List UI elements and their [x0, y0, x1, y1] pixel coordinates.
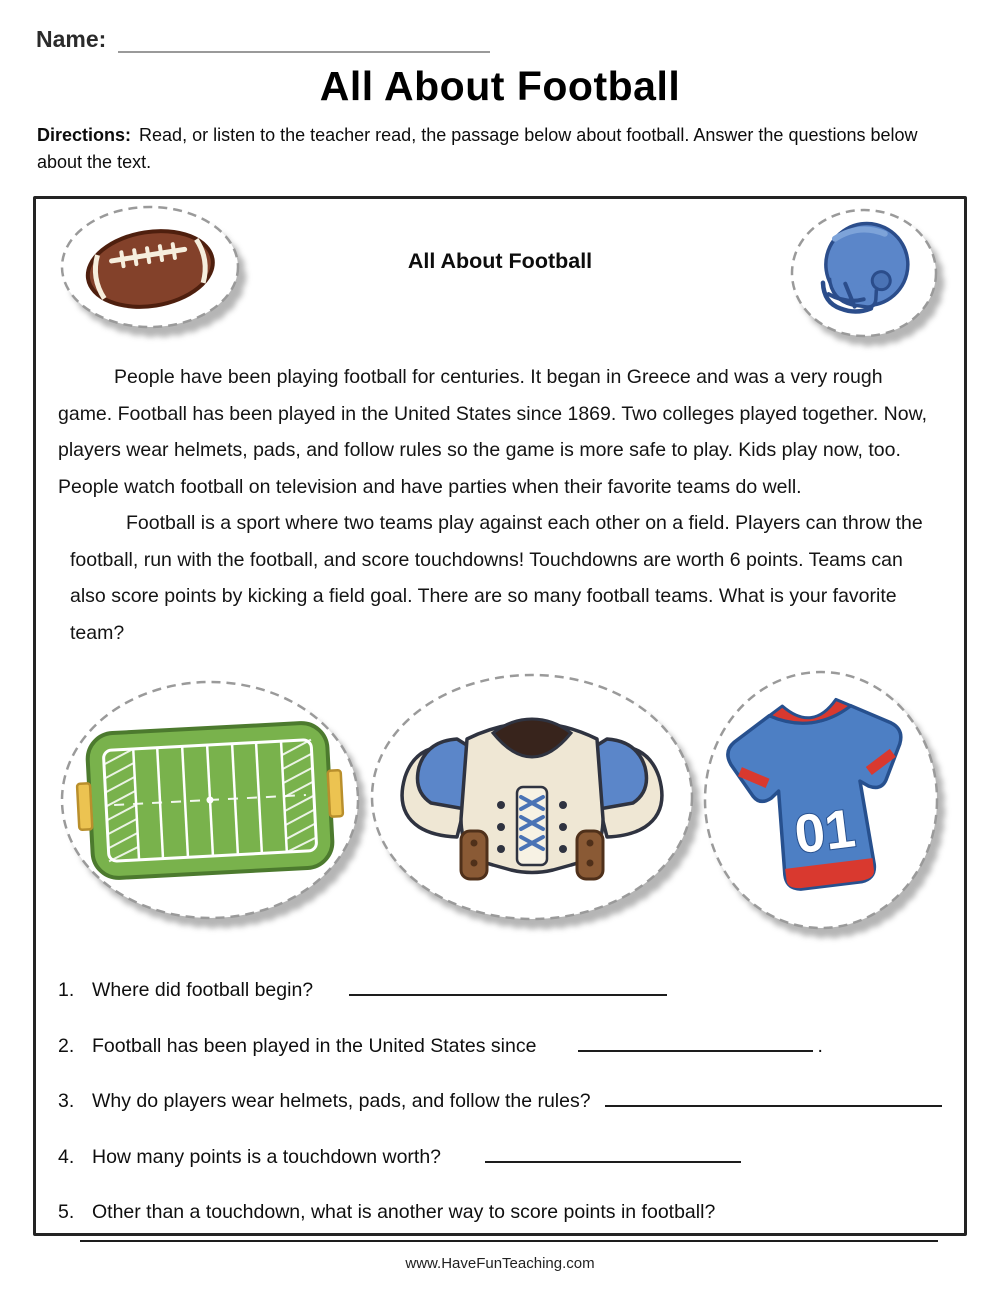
question-2: [58, 1035, 942, 1058]
passage-paragraph-1: People have been playing football for centuries. It began in Greece and was a very rough game. Football has been played in the United States since 1869. Two colleges played together. Now, players wear helmets, pads, and follow rules so the game is more safe to play. Kids play now, too. People watch football on television and have parties when their favorite teams do well.: [58, 366, 928, 498]
jersey-icon: [700, 664, 942, 936]
question-text: How many points is a touchdown worth?: [92, 1145, 442, 1168]
question-3: [58, 1090, 942, 1113]
answer-blank-1[interactable]: [349, 994, 667, 996]
passage-header: [58, 199, 942, 341]
question-number: 4.: [58, 1145, 75, 1168]
illustrations-row: [58, 661, 942, 939]
question-number: 2.: [58, 1034, 75, 1057]
question-number: 1.: [58, 979, 75, 1001]
question-text: Other than a touchdown, what is another way to score points in football?: [92, 1201, 716, 1223]
shoulder-pads-icon: [367, 669, 697, 931]
football-icon: [58, 203, 244, 335]
name-row: [0, 0, 1000, 53]
passage-heading: All About Football: [407, 249, 593, 273]
football-field-icon: [58, 673, 363, 928]
answer-blank-5[interactable]: [80, 1240, 938, 1242]
footer-url: www.HaveFunTeaching.com: [405, 1255, 595, 1272]
directions-label: Directions:: [37, 125, 132, 145]
question-suffix: .: [817, 1034, 823, 1057]
questions-section: [58, 979, 942, 1242]
answer-blank-2[interactable]: [578, 1050, 813, 1052]
question-1: [58, 979, 942, 1002]
question-text: Where did football begin?: [92, 979, 314, 1001]
page-title: All About Football: [319, 63, 681, 109]
question-text: Football has been played in the United States since: [92, 1034, 537, 1057]
jersey-number: 01: [791, 798, 859, 866]
question-number: 5.: [58, 1201, 75, 1223]
helmet-icon: [788, 205, 940, 341]
question-5: [58, 1201, 942, 1224]
directions: [37, 122, 963, 176]
question-number: 3.: [58, 1090, 75, 1112]
passage-box: [33, 196, 967, 1236]
question-4: [58, 1146, 942, 1169]
answer-blank-4[interactable]: [485, 1161, 741, 1163]
answer-blank-3[interactable]: [605, 1105, 942, 1107]
directions-text: Read, or listen to the teacher read, the passage below about football. Answer the questions below about the text.: [37, 125, 918, 172]
passage-paragraph-2: Football is a sport where two teams play against each other on a field. Players can throw the football, run with the football, and score touchdowns! Touchdowns are worth 6 points. Teams can also score points by kicking a field goal. There are so many football teams. What is your favorite team?: [70, 512, 923, 644]
question-text: Why do players wear helmets, pads, and follow the rules?: [92, 1090, 591, 1112]
name-blank-line[interactable]: [118, 31, 490, 53]
name-label: Name:: [36, 26, 107, 52]
